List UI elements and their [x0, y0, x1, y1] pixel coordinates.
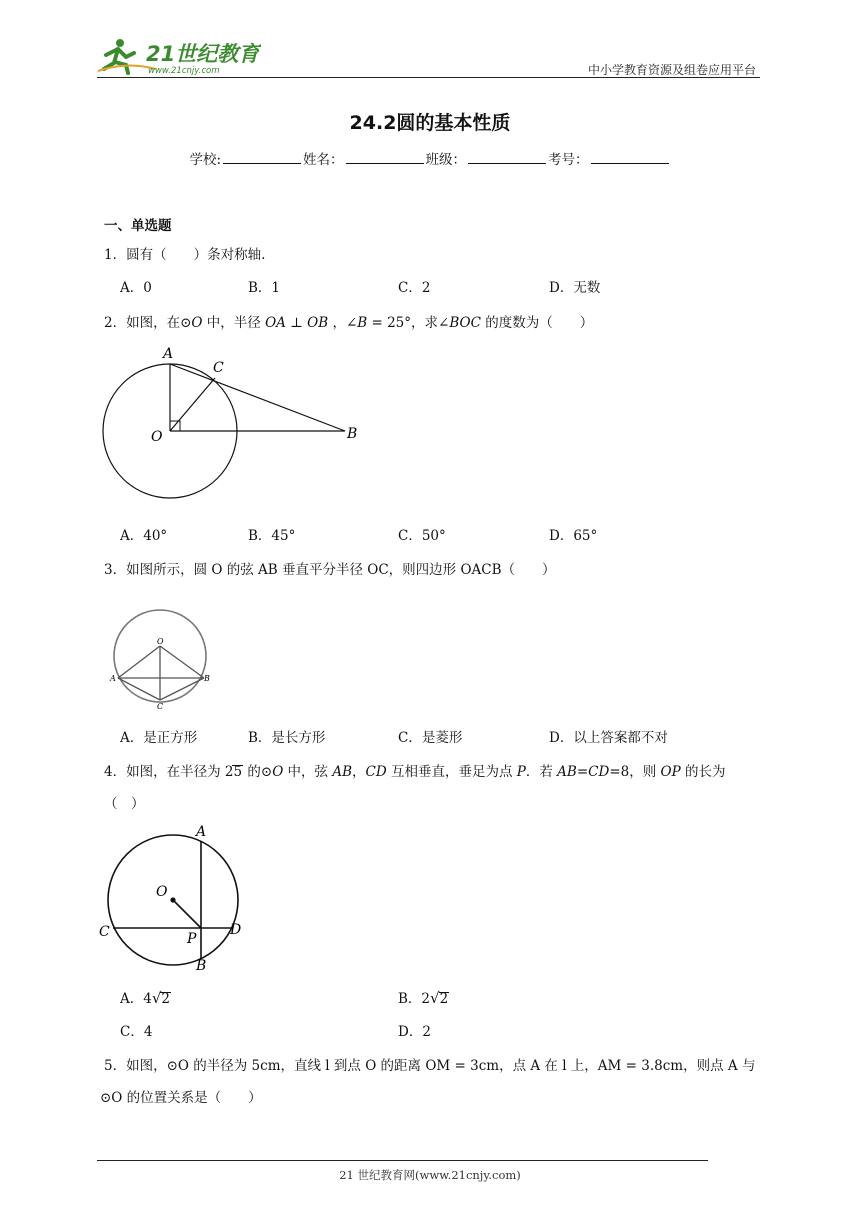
header-divider: [97, 77, 760, 78]
question-2-stem: 2．如图，在⊙O 中，半径 OA ⊥ OB ，∠B = 25°，求∠BOC 的度数为（ ）: [104, 315, 594, 331]
q3-label-o: O: [157, 637, 164, 646]
q4-option-d[interactable]: D．2: [398, 1024, 431, 1040]
q1-option-b[interactable]: B．1: [248, 280, 281, 296]
name-blank[interactable]: [346, 151, 424, 164]
footer-text: 21 世纪教育网(www.21cnjy.com): [339, 1168, 521, 1182]
q4-option-a[interactable]: A．4√2: [120, 989, 170, 1007]
q4-label-a: A: [196, 824, 207, 840]
q3-figure: [108, 600, 218, 714]
q3-option-b[interactable]: B．是长方形: [248, 730, 326, 746]
class-blank[interactable]: [468, 151, 546, 164]
q2-option-a[interactable]: A．40°: [120, 528, 168, 544]
q1-option-c[interactable]: C．2: [398, 280, 431, 296]
name-label: 姓名：: [303, 152, 344, 168]
q2-option-b[interactable]: B．45°: [248, 528, 296, 544]
student-info-line: [0, 148, 860, 168]
question-4-stem: 4．如图，在半径为 25 的⊙O 中，弦 AB，CD 互相垂直，垂足为点 P．若 AB=CD=8，则 OP 的长为: [104, 764, 726, 780]
q3-label-a: A: [110, 674, 116, 683]
section-heading: 一、单选题: [104, 218, 172, 234]
q1-option-a[interactable]: A．0: [120, 280, 152, 296]
q3-option-a[interactable]: A．是正方形: [120, 730, 198, 746]
question-4-stem-line2: （ ）: [104, 796, 145, 812]
exam-number-label: 考号：: [548, 152, 589, 168]
q2-option-d[interactable]: D．65°: [549, 528, 598, 544]
exam-number-blank[interactable]: [591, 151, 669, 164]
q4-option-c[interactable]: C．4: [120, 1024, 153, 1040]
q2-label-a: A: [163, 346, 174, 362]
page-title: 24.2圆的基本性质: [349, 112, 511, 134]
q3-label-c: C: [157, 702, 164, 710]
q4-option-b[interactable]: B．2√2: [398, 989, 449, 1007]
q4-label-d: D: [230, 922, 242, 938]
q2-option-c[interactable]: C．50°: [398, 528, 446, 544]
q2-label-c: C: [213, 360, 224, 376]
q3-option-d[interactable]: D．以上答案都不对: [549, 730, 668, 746]
question-3-stem: 3．如图所示，圆 O 的弦 AB 垂直平分半径 OC，则四边形 OACB（ ）: [104, 562, 556, 578]
site-logo: [96, 35, 261, 77]
q2-label-b: B: [347, 426, 358, 442]
q3-option-c[interactable]: C．是菱形: [398, 730, 463, 746]
logo-url: www.21cnjy.com: [148, 66, 220, 76]
question-5-stem: 5．如图，⊙O 的半径为 5cm，直线 l 到点 O 的距离 OM = 3cm，点 A 在 l 上，AM = 3.8cm，则点 A 与: [104, 1058, 756, 1074]
platform-name: 中小学教育资源及组卷应用平台: [587, 63, 756, 77]
question-1-stem: 1．圆有（ ）条对称轴.: [104, 247, 266, 263]
q3-label-b: B: [204, 674, 210, 683]
q4-label-o: O: [156, 884, 168, 900]
school-label: 学校:: [189, 152, 222, 168]
class-label: 班级：: [425, 152, 467, 168]
q1-option-d[interactable]: D．无数: [549, 280, 601, 296]
q4-figure: [95, 820, 255, 979]
q2-figure: [95, 340, 375, 514]
footer-divider: [97, 1160, 708, 1161]
school-blank[interactable]: [223, 151, 301, 164]
logo-text: 21世纪教育: [146, 42, 260, 66]
q4-label-b: B: [196, 958, 207, 974]
q4-label-c: C: [99, 924, 110, 940]
q2-label-o: O: [151, 429, 163, 445]
question-5-stem-line2: ⊙O 的位置关系是（ ）: [100, 1090, 262, 1106]
q4-label-p: P: [187, 931, 197, 947]
